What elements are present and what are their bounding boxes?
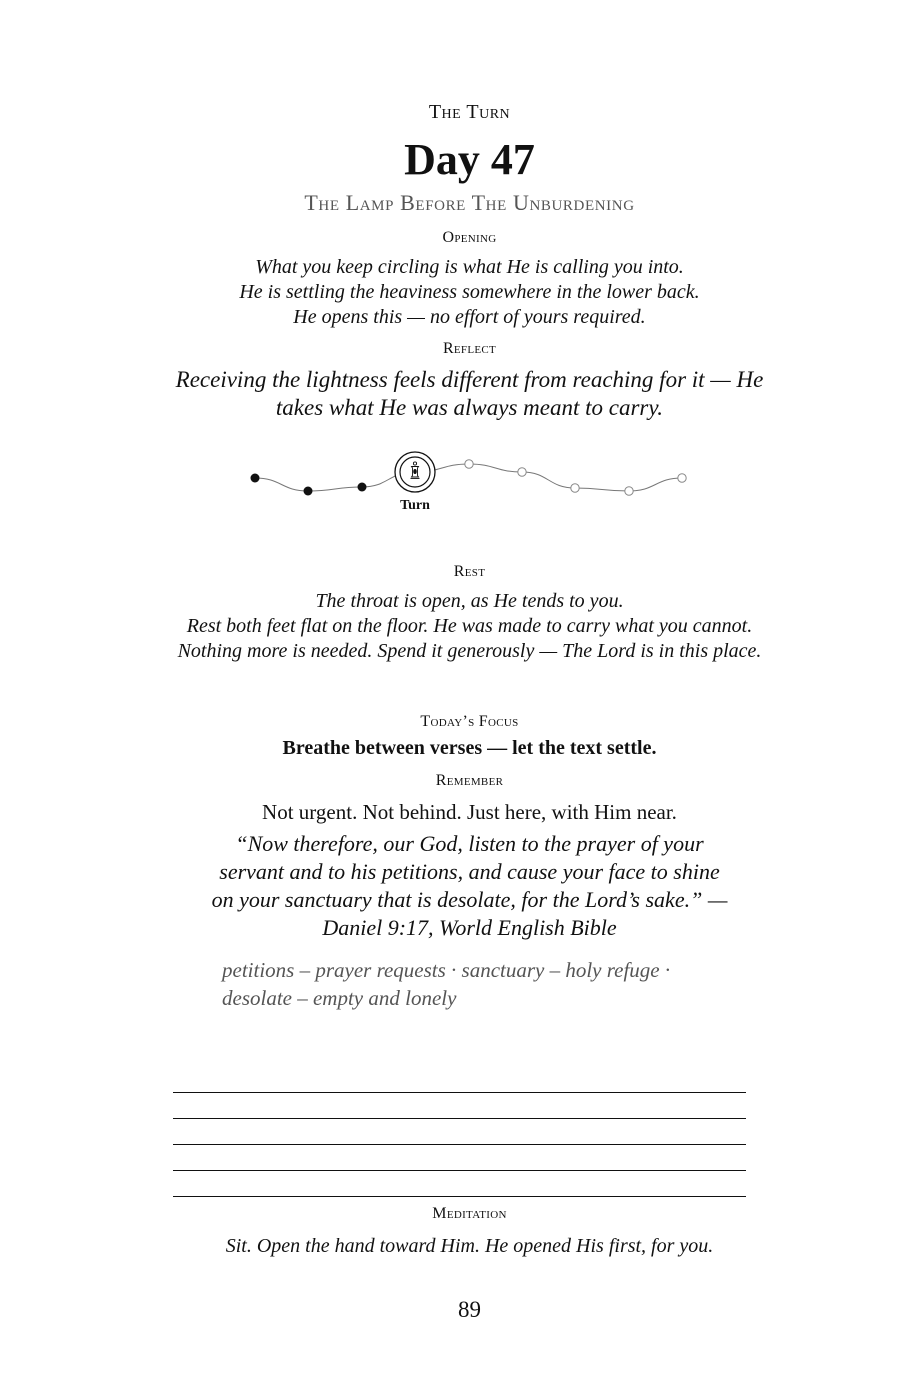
journal-line[interactable] <box>173 1170 746 1171</box>
day-title: Day 47 <box>404 135 535 184</box>
completed-stop <box>251 474 260 483</box>
meditation-text: Sit. Open the hand toward Him. He opened His first, for you. <box>225 1235 714 1257</box>
reflect-label: Reflect <box>442 340 497 357</box>
upcoming-stop <box>571 484 579 492</box>
focus-label: Today’s Focus <box>420 713 519 730</box>
rest-line: Nothing more is needed. Spend it generously — The Lord is in this place. <box>177 640 762 662</box>
rest-label: Rest <box>453 563 486 580</box>
journey-path-segment <box>255 478 308 491</box>
page-number: 89 <box>458 1297 481 1322</box>
remember-label: Remember <box>435 772 504 789</box>
journey-current-marker <box>395 452 435 513</box>
rest-text <box>160 589 779 664</box>
opening-line: What you keep circling is what He is calling you into. <box>255 256 684 278</box>
part-title: The Turn <box>428 101 511 123</box>
current-stop-label: Turn <box>400 498 430 513</box>
focus-text: Breathe between verses — let the text settle. <box>282 737 657 759</box>
upcoming-stop <box>465 460 473 468</box>
upcoming-stop <box>625 487 633 495</box>
journey-path-segment <box>575 488 629 491</box>
journey-path-segment <box>629 478 682 491</box>
journal-line[interactable] <box>173 1144 746 1145</box>
journey-path-segment <box>308 487 362 491</box>
journey-path <box>0 440 919 530</box>
journey-path-stops <box>251 460 687 496</box>
completed-stop <box>304 487 313 496</box>
journey-path-segment <box>469 464 522 472</box>
opening-line: He opens this — no effort of yours required. <box>293 306 646 328</box>
journal-line[interactable] <box>173 1196 746 1197</box>
journey-path-segment <box>522 472 575 488</box>
rest-line: The throat is open, as He tends to you. <box>315 590 624 612</box>
journal-line[interactable] <box>173 1092 746 1093</box>
upcoming-stop <box>678 474 686 482</box>
upcoming-stop <box>518 468 526 476</box>
verse-glossary: petitions – prayer requests · sanctuary – holy refuge · desolate – empty and lonely <box>222 958 671 1010</box>
remember-text: Not urgent. Not behind. Just here, with Him near. <box>262 800 677 824</box>
rest-line: Rest both feet flat on the floor. He was made to carry what you cannot. <box>186 615 753 637</box>
meditation-label: Meditation <box>432 1205 507 1222</box>
scripture-verse: “Now therefore, our God, listen to the prayer of your servant and to his petitions, and cause your face to shine on your sanctuary that is desolate, for the Lord’s sake.” — Daniel 9:17, World English Bible <box>211 831 728 940</box>
reflect-text: Receiving the lightness feels different from reaching for it — He takes what He was always meant to carry. <box>175 367 764 420</box>
completed-stop <box>358 483 367 492</box>
opening-label: Opening <box>442 229 497 246</box>
opening-line: He is settling the heaviness somewhere in the lower back. <box>239 281 700 303</box>
journal-line[interactable] <box>173 1118 746 1119</box>
opening-text <box>0 255 919 330</box>
day-subtitle: The Lamp Before The Unburdening <box>304 190 635 215</box>
